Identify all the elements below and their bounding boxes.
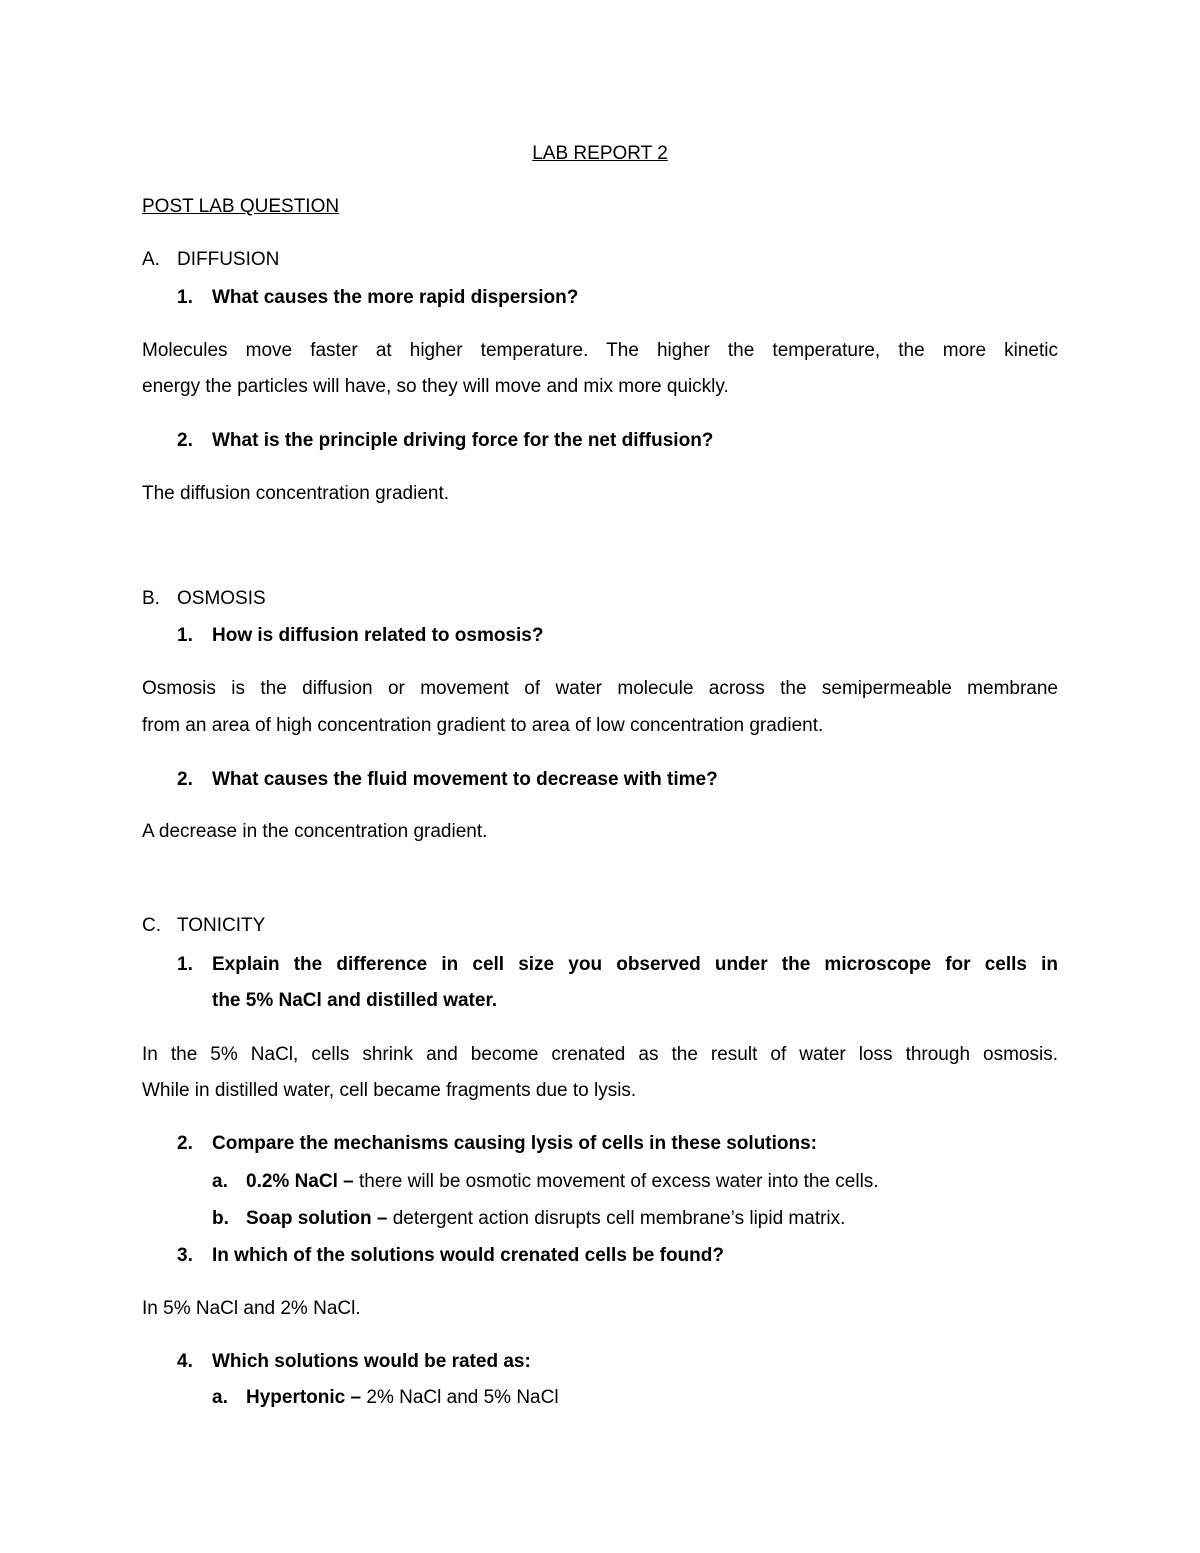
question-text: Which solutions would be rated as: [212,1351,531,1372]
sub-item-term: Soap solution – [246,1208,388,1229]
answer-line: Osmosis is the diffusion or movement of water molecule across the semipermeable membrane [142,678,1058,699]
answer-line: In 5% NaCl and 2% NaCl. [142,1298,361,1319]
document-title: LAB REPORT 2 [532,143,668,164]
answer-line: While in distilled water, cell became fragments due to lysis. [142,1080,637,1101]
sub-item-letter: a. [212,1387,228,1408]
sub-item-text: detergent action disrupts cell membrane’s lipid matrix. [387,1208,846,1229]
question-number: 2. [177,430,193,451]
question-number: 3. [177,1245,193,1266]
section-b-heading: OSMOSIS [177,588,266,609]
question-number: 1. [177,954,193,975]
sub-item-text: there will be osmotic movement of excess water into the cells. [353,1171,879,1192]
question-number: 1. [177,625,193,646]
sub-item [246,1386,559,1410]
sub-item [246,1170,879,1194]
section-c-letter: C. [142,915,161,936]
answer-line: The diffusion concentration gradient. [142,483,450,504]
question-number: 2. [177,1133,193,1154]
sub-item-term: Hypertonic – [246,1387,362,1408]
question-text: What causes the fluid movement to decrease with time? [212,769,718,790]
question-text: Compare the mechanisms causing lysis of cells in these solutions: [212,1133,818,1154]
section-c-heading: TONICITY [177,915,266,936]
answer-line: In the 5% NaCl, cells shrink and become crenated as the result of water loss through osmosis. [142,1044,1058,1065]
question-text: What is the principle driving force for the net diffusion? [212,430,714,451]
question-text: How is diffusion related to osmosis? [212,625,544,646]
post-lab-heading: POST LAB QUESTION [142,196,340,217]
answer-line: Molecules move faster at higher temperature. The higher the temperature, the more kinetic [142,340,1058,361]
answer-line: energy the particles will have, so they will move and mix more quickly. [142,376,729,397]
answer-line: A decrease in the concentration gradient. [142,821,488,842]
section-b-letter: B. [142,588,160,609]
question-text: What causes the more rapid dispersion? [212,287,579,308]
question-text: In which of the solutions would crenated cells be found? [212,1245,724,1266]
question-text: the 5% NaCl and distilled water. [212,990,498,1011]
sub-item-term: 0.2% NaCl – [246,1171,354,1192]
section-a-heading: DIFFUSION [177,249,280,270]
sub-item-letter: a. [212,1171,228,1192]
question-number: 4. [177,1351,193,1372]
sub-item [246,1207,845,1231]
question-number: 2. [177,769,193,790]
section-a-letter: A. [142,249,160,270]
answer-line: from an area of high concentration gradient to area of low concentration gradient. [142,715,824,736]
question-text: Explain the difference in cell size you observed under the microscope for cells in [212,954,1058,975]
sub-item-text: 2% NaCl and 5% NaCl [361,1387,559,1408]
question-number: 1. [177,287,193,308]
sub-item-letter: b. [212,1208,229,1229]
